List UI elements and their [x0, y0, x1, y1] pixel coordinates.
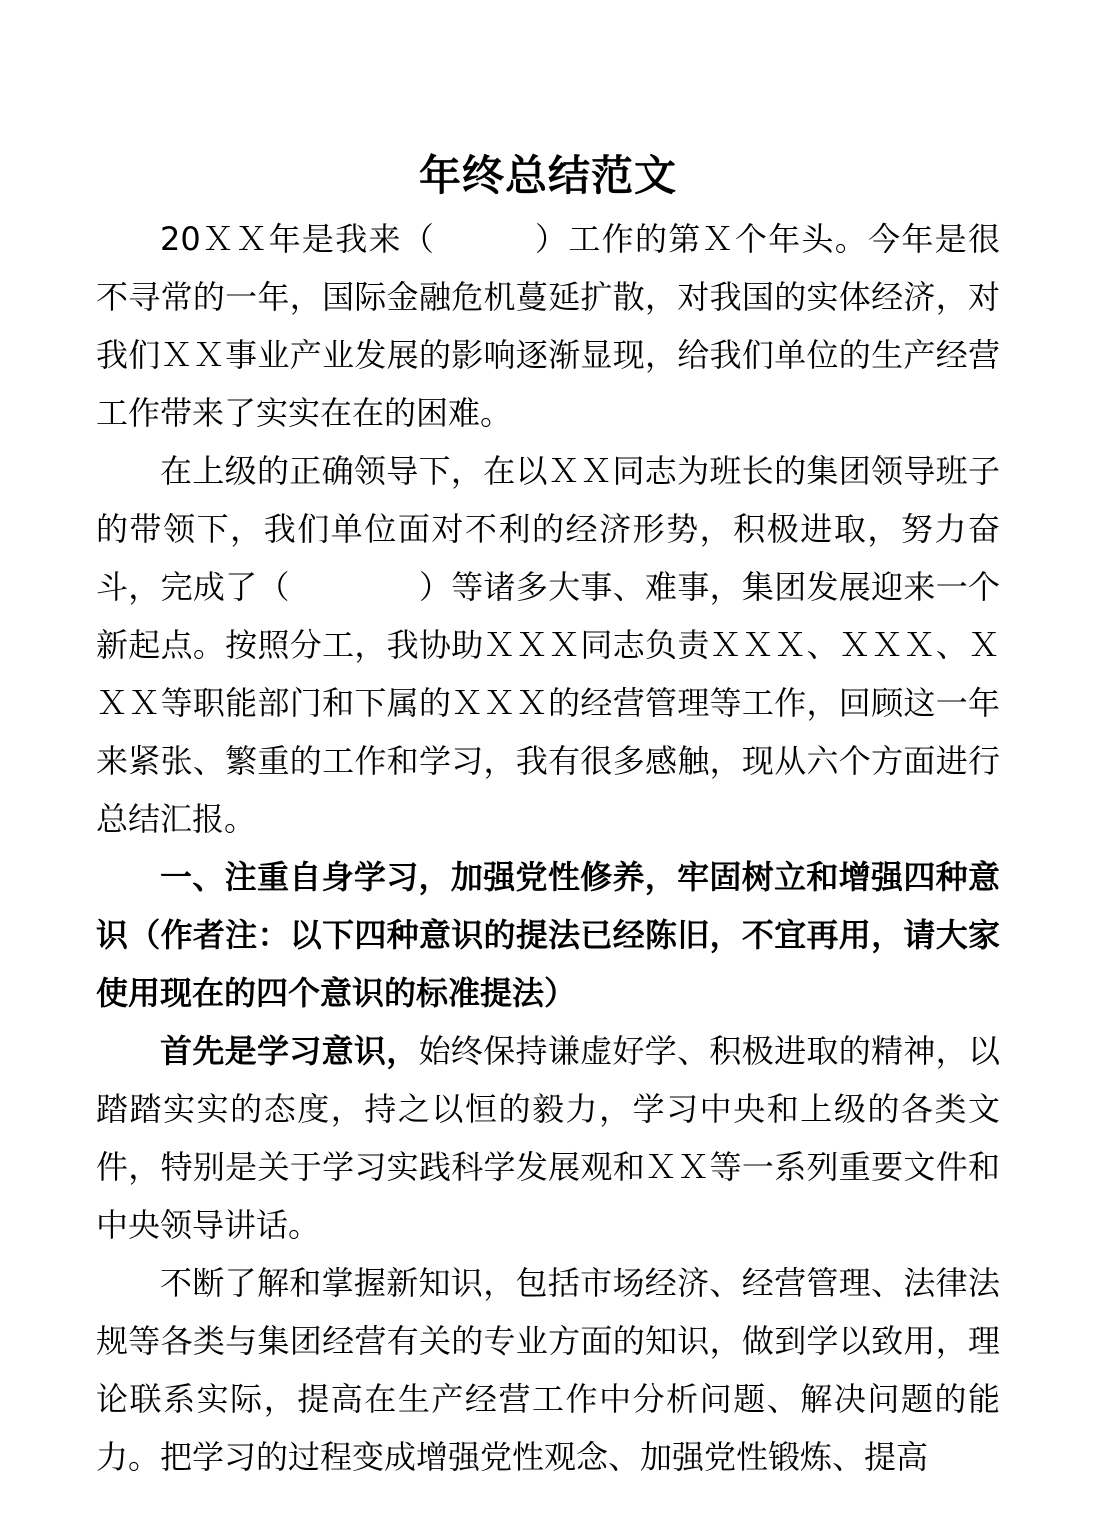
document-title: 年终总结范文: [418, 151, 677, 200]
document-body: [96, 142, 1000, 1486]
overview-paragraph: 在上级的正确领导下，在以ＸＸ同志为班长的集团领导班子的带领下，我们单位面对不利的经济形势，积极进取，努力奋斗，完成了（ ）等诸多大事、难事，集团发展迎来一个新起点。按照分工，我协助ＸＸＸ同志负责ＸＸＸ、ＸＸＸ、ＸＸＸ等职能部门和下属的ＸＸＸ的经营管理等工作，回顾这一年来紧张、繁重的工作和学习，我有很多感触，现从六个方面进行总结汇报。: [96, 452, 1000, 838]
section-heading-1: 一、注重自身学习，加强党性修养，牢固树立和增强四种意识（作者注：以下四种意识的提法已经陈旧，不宜再用，请大家使用现在的四个意识的标准提法）: [96, 858, 1000, 1012]
intro-paragraph: 20ＸＸ年是我来（ ）工作的第Ｘ个年头。今年是很不寻常的一年，国际金融危机蔓延扩散，对我国的实体经济，对我们ＸＸ事业产业发展的影响逐渐显现，给我们单位的生产经营工作带来了实实在在的困难。: [96, 220, 1000, 432]
lead-phrase: 首先是学习意识，: [160, 1032, 419, 1070]
knowledge-paragraph: 不断了解和掌握新知识，包括市场经济、经营管理、法律法规等各类与集团经营有关的专业方面的知识，做到学以致用，理论联系实际，提高在生产经营工作中分析问题、解决问题的能力。把学习的过程变成增强党性观念、加强党性锻炼、提高: [96, 1264, 1000, 1476]
lead-body: 始终保持谦虚好学、积极进取的精神，以踏踏实实的态度，持之以恒的毅力，学习中央和上级的各类文件，特别是关于学习实践科学发展观和ＸＸ等一系列重要文件和中央领导讲话。: [96, 1032, 1000, 1244]
learning-awareness-paragraph: [96, 1022, 1000, 1254]
